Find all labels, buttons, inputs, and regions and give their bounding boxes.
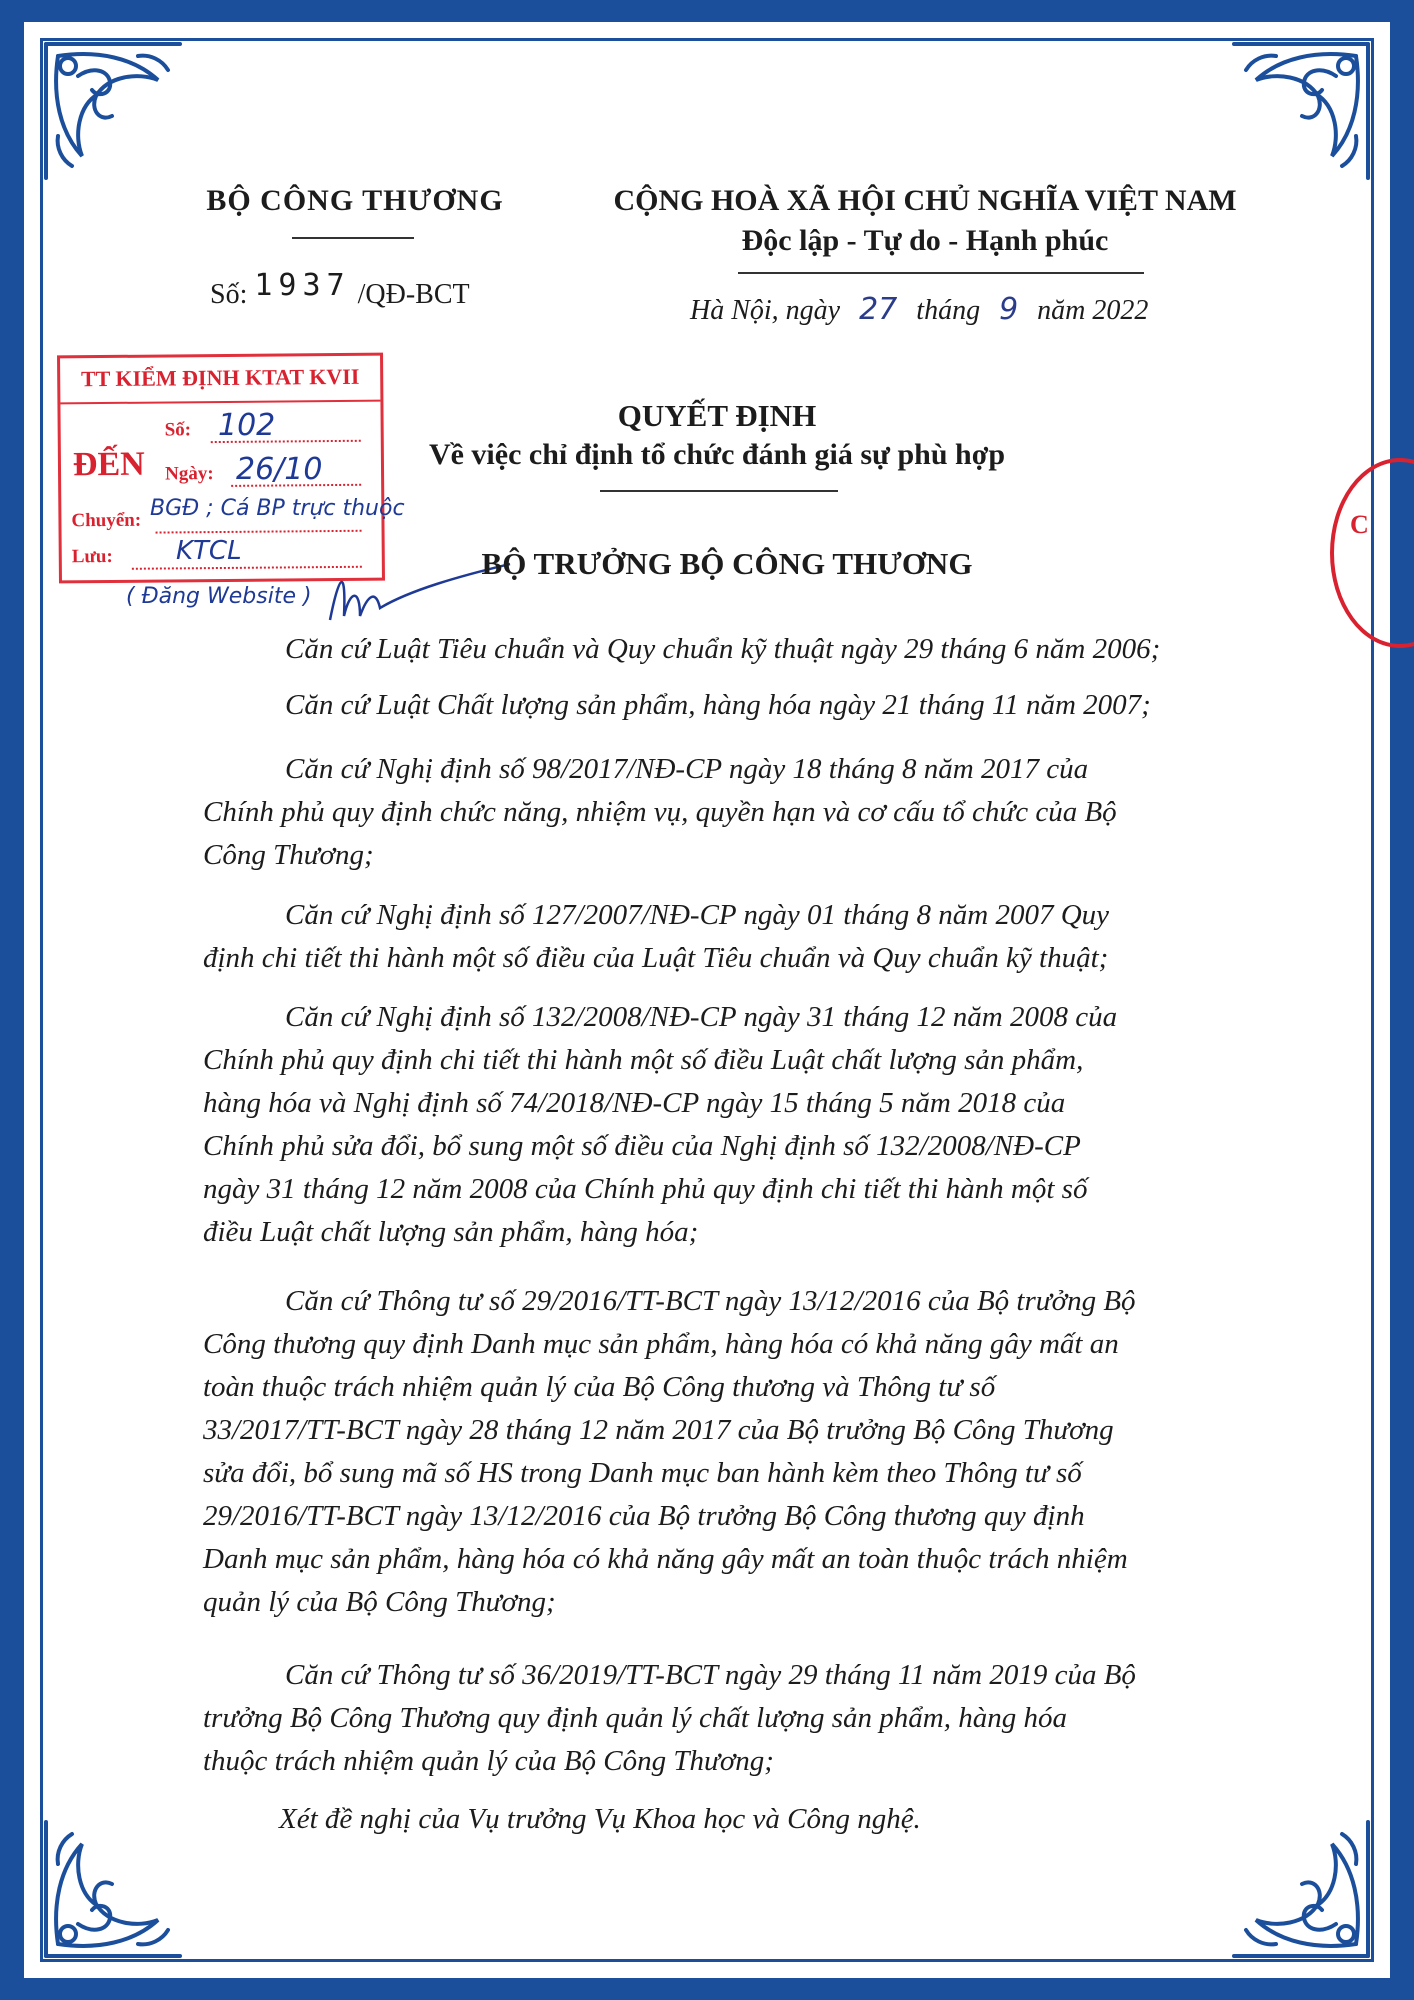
corner-ornament-icon [38,1814,188,1964]
paragraph-line: ngày 31 tháng 12 năm 2008 của Chính phủ quy định chi tiết thi hành một số [203,1173,1088,1205]
paragraph-line: Căn cứ Luật Chất lượng sản phẩm, hàng hóa ngày 21 tháng 11 năm 2007; [285,689,1151,721]
paragraph-line: Chính phủ quy định chi tiết thi hành một số điều Luật chất lượng sản phẩm, [203,1044,1084,1076]
number-value: 1937 [254,268,351,303]
stamp-luu-value: KTCL [176,536,242,566]
corner-ornament-icon [38,36,188,186]
stamp-den: ĐẾN [72,445,145,484]
corner-ornament-icon [1226,36,1376,186]
paragraph-line: Căn cứ Thông tư số 29/2016/TT-BCT ngày 13/12/2016 của Bộ trưởng Bộ [285,1285,1136,1317]
legal-basis-paragraph [203,628,1239,671]
stamp-luu-label: Lưu: [71,545,113,568]
number-prefix: Số: [210,279,248,310]
country-name: CỘNG HOÀ XÃ HỘI CHỦ NGHĨA VIỆT NAM [613,184,1237,217]
corner-ornament-icon [1226,1814,1376,1964]
date-day: 27 [859,292,898,327]
paragraph-line: Căn cứ Nghị định số 132/2008/NĐ-CP ngày 31 tháng 12 năm 2008 của [285,1001,1118,1033]
date-place: Hà Nội, ngày [690,295,841,326]
dotted-line [156,530,362,534]
stamp-org: TT KIỂM ĐỊNH KTAT KVII [60,356,380,405]
stamp-ngay-value: 26/10 [236,452,323,487]
paragraph-line: 33/2017/TT-BCT ngày 28 tháng 12 năm 2017 của Bộ trưởng Bộ Công Thương [203,1414,1114,1446]
paragraph-line: sửa đổi, bổ sung mã số HS trong Danh mục ban hành kèm theo Thông tư số [203,1457,1082,1489]
paragraph-line: hàng hóa và Nghị định số 74/2018/NĐ-CP ngày 15 tháng 5 năm 2018 của [203,1087,1066,1119]
legal-basis-paragraph [203,894,1239,980]
date-year: năm 2022 [1037,295,1149,326]
paragraph-line: Danh mục sản phẩm, hàng hóa có khả năng gây mất an toàn thuộc trách nhiệm [203,1543,1128,1575]
legal-basis-paragraph [203,684,1239,727]
divider [600,490,838,492]
number-suffix: /QĐ-BCT [357,279,470,310]
paragraph-line: Công Thương; [203,839,374,871]
legal-basis-paragraph [203,748,1239,877]
decision-subtitle: Về việc chỉ định tổ chức đánh giá sự phù hợp [428,438,1006,471]
date-month-label: tháng [916,295,981,326]
legal-basis-paragraph [203,1280,1239,1624]
stamp-so-label: Số: [164,419,192,441]
stamp-ngay-label: Ngày: [164,463,214,485]
document-number [210,268,470,311]
legal-basis-paragraph [203,1654,1239,1783]
paragraph-line: trưởng Bộ Công Thương quy định quản lý chất lượng sản phẩm, hàng hóa [203,1702,1067,1734]
stamp-so-value: 102 [218,408,276,443]
decision-authority: BỘ TRƯỞNG BỘ CÔNG THƯƠNG [481,546,973,581]
stamp-chuyen-value: BGĐ ; Cá BP trực thuộc [150,496,405,521]
stamp-note: ( Đăng Website ) [126,584,312,609]
decision-title: QUYẾT ĐỊNH [617,398,817,433]
paragraph-line: Căn cứ Nghị định số 127/2007/NĐ-CP ngày 01 tháng 8 năm 2007 Quy [285,899,1110,931]
paragraph-line: định chi tiết thi hành một số điều của Luật Tiêu chuẩn và Quy chuẩn kỹ thuật; [203,942,1109,974]
date-month: 9 [999,292,1019,327]
paragraph-line: Xét đề nghị của Vụ trưởng Vụ Khoa học và Công nghệ. [279,1803,921,1835]
legal-basis-paragraph [203,996,1239,1254]
ministry-name: BỘ CÔNG THƯƠNG [206,184,504,217]
proposal-paragraph [203,1798,1239,1841]
paragraph-line: Công thương quy định Danh mục sản phẩm, hàng hóa có khả năng gây mất an [203,1328,1119,1360]
issue-date [690,292,1148,327]
motto: Độc lập - Tự do - Hạnh phúc [741,224,1109,257]
paragraph-line: toàn thuộc trách nhiệm quản lý của Bộ Công thương và Thông tư số [203,1371,996,1403]
seal-fragment-icon: C [1350,510,1369,539]
paragraph-line: Căn cứ Thông tư số 36/2019/TT-BCT ngày 29 tháng 11 năm 2019 của Bộ [285,1659,1136,1691]
stamp-chuyen-label: Chuyển: [71,509,142,532]
paragraph-line: điều Luật chất lượng sản phẩm, hàng hóa; [203,1216,699,1248]
paragraph-line: thuộc trách nhiệm quản lý của Bộ Công Thương; [203,1745,774,1777]
paragraph-line: quản lý của Bộ Công Thương; [203,1586,556,1618]
paragraph-line: Căn cứ Nghị định số 98/2017/NĐ-CP ngày 18 tháng 8 năm 2017 của [285,753,1089,785]
divider [292,237,414,239]
divider [738,272,1144,274]
paragraph-line: Chính phủ sửa đổi, bổ sung một số điều của Nghị định số 132/2008/NĐ-CP [203,1130,1081,1162]
paragraph-line: Căn cứ Luật Tiêu chuẩn và Quy chuẩn kỹ thuật ngày 29 tháng 6 năm 2006; [285,633,1161,665]
paragraph-line: 29/2016/TT-BCT ngày 13/12/2016 của Bộ trưởng Bộ Công thương quy định [203,1500,1085,1532]
paragraph-line: Chính phủ quy định chức năng, nhiệm vụ, quyền hạn và cơ cấu tổ chức của Bộ [203,796,1117,828]
